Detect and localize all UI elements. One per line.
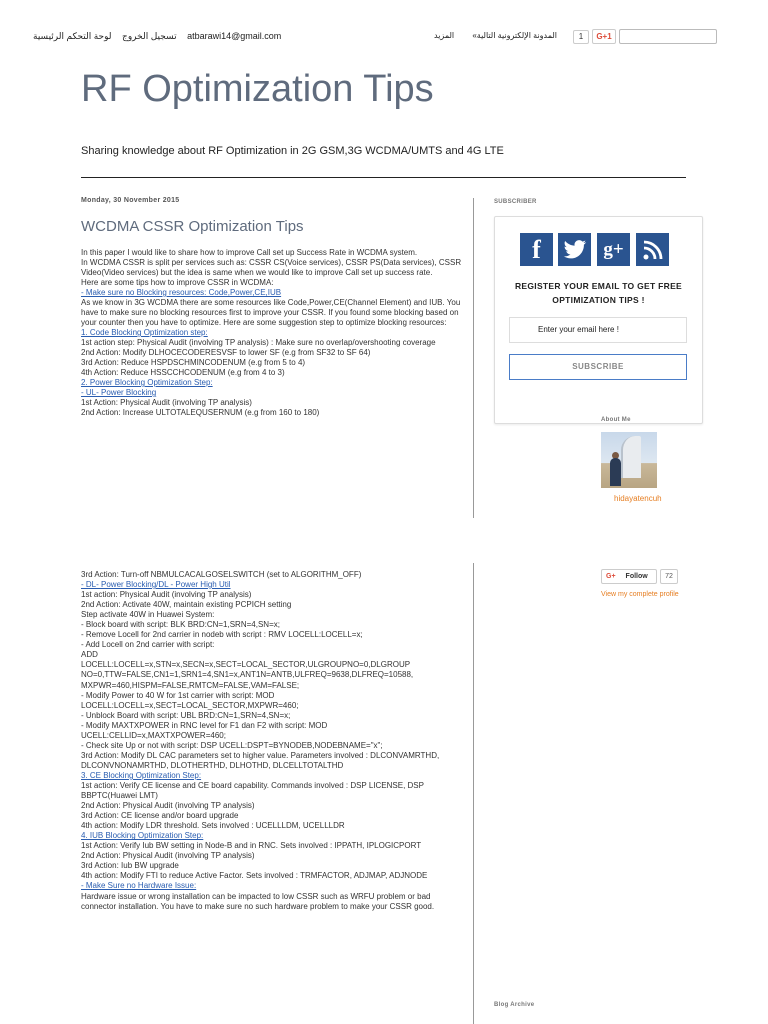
- post-date: Monday, 30 November 2015: [81, 197, 180, 204]
- navbar-left-links: [33, 31, 289, 42]
- post-paragraph: 1st Action: Verify Iub BW setting in Node-B and in RNC. Sets involved : IPPATH, IPLOGICPORT: [81, 841, 422, 851]
- post-paragraph: Step activate 40W in Huawei System:: [81, 610, 215, 620]
- post-paragraph: - Check site Up or not with script: DSP UCELL:DSPT=BYNODEB,NODEBNAME="x";: [81, 740, 383, 750]
- post-paragraph: - Make sure no Blocking resources: Code,Power,CE,IUB: [81, 288, 282, 297]
- dashboard-link[interactable]: لوحة التحكم الرئيسية: [33, 31, 112, 41]
- blog-title[interactable]: RF Optimization Tips: [81, 68, 434, 110]
- logout-link[interactable]: تسجيل الخروج: [122, 31, 177, 41]
- post-paragraph: 3rd Action: CE license and/or board upgrade: [81, 811, 239, 821]
- post-paragraph: Here are some tips how to improve CSSR in WCDMA:: [81, 278, 274, 287]
- plusone-count: 1: [573, 30, 589, 44]
- twitter-icon[interactable]: [558, 233, 591, 266]
- post-paragraph: 1st Action: Physical Audit (involving TP analysis): [81, 398, 252, 407]
- follow-button[interactable]: [601, 569, 657, 584]
- navbar-mid-links: [434, 31, 573, 40]
- post-paragraph: 2nd Action: Modify DLHOCECODERESVSF to lower SF (e.g from SF32 to SF 64): [81, 348, 371, 357]
- follow-label: Follow: [625, 573, 648, 580]
- post-paragraph: 2. Power Blocking Optimization Step:: [81, 378, 213, 387]
- post-paragraph: 3rd Action: Iub BW upgrade: [81, 861, 179, 871]
- post-paragraph: - Modify MAXTXPOWER in RNC level for F1 dan F2 with script: MOD UCELL:CELLID=x,MAXTXPOWER=460;: [81, 720, 328, 740]
- profile-name-link[interactable]: hidayatencuh: [614, 494, 662, 503]
- post-paragraph: 4. IUB Blocking Optimization Step:: [81, 831, 204, 841]
- subscribe-widget: [494, 216, 703, 424]
- post-paragraph: - UL- Power Blocking: [81, 388, 157, 397]
- post-paragraph: 4th action: Modify LDR threshold. Sets involved : UCELLLDM, UCELLLDR: [81, 821, 345, 831]
- blog-archive-heading: Blog Archive: [494, 1002, 535, 1008]
- post-title[interactable]: WCDMA CSSR Optimization Tips: [81, 218, 304, 235]
- post-paragraph: LOCELL:LOCELL=x,STN=x,SECN=x,SECT=LOCAL_SECTOR,ULGROUPNO=0,DLGROUP NO=0,TTW=FALSE,CN1=1,SRN1=4,SN1=x,ANT1N=ANTB,ULFREQ=9638,DLFREQ=10588, MXPWR=460,HISPM=FALSE,RMTCM=FALSE,VAM=FALSE;: [81, 660, 414, 690]
- email-field[interactable]: Enter your email here !: [509, 317, 687, 343]
- post-paragraph: ADD: [81, 650, 98, 660]
- post-paragraph: 4th Action: Reduce HSSCCHCODENUM (e.g from 4 to 3): [81, 368, 285, 377]
- top-navbar: [0, 0, 768, 74]
- post-paragraph: - Remove Locell for 2nd carrier in nodeb with script : RMV LOCELL:LOCELL=x;: [81, 630, 363, 640]
- post-paragraph: 1st action: Physical Audit (involving TP analysis): [81, 590, 252, 600]
- about-me-heading: About Me: [601, 417, 631, 423]
- view-profile-link[interactable]: View my complete profile: [601, 591, 679, 598]
- post-paragraph: In this paper I would like to share how to improve Call set up Success Rate in WCDMA system.: [81, 248, 418, 257]
- post-paragraph: - Add Locell on 2nd carrier with script:: [81, 640, 215, 650]
- subscribe-button[interactable]: SUBSCRIBE: [509, 354, 687, 380]
- register-text: REGISTER YOUR EMAIL TO GET FREE OPTIMIZATION TIPS !: [514, 281, 683, 305]
- main-content: [81, 197, 471, 417]
- gplus-button[interactable]: G+1: [592, 29, 616, 44]
- next-blog-link[interactable]: المدونة الإلكترونية التالية»: [472, 31, 558, 40]
- post-paragraph: 1st action step: Physical Audit (involving TP analysis) : Make sure no overlap/overshooting coverage: [81, 338, 436, 347]
- post-body-part1: [81, 248, 466, 418]
- person-shape: [610, 458, 621, 486]
- post-paragraph: As we know in 3G WCDMA there are some resources like Code,Power,CE(Channel Element) and IUB. You have to make sure no blocking resources first to improve your CSSR. If you found some blocking based on your counter then you have to optimize. Here are some suggestion step to optimize blocking resources:: [81, 298, 461, 327]
- post-paragraph: 1st action: Verify CE license and CE board capability. Commands involved : DSP LICENSE, DSP BBPTC(Huawei LMT): [81, 780, 424, 801]
- post-paragraph: - Modify Power to 40 W for 1st carrier with script: MOD LOCELL:LOCELL=x,SECT=LOCAL_SECTOR,MXPWR=460;: [81, 690, 299, 710]
- blog-description: Sharing knowledge about RF Optimization in 2G GSM,3G WCDMA/UMTS and 4G LTE: [81, 145, 504, 157]
- gplus-icon: G+: [606, 573, 616, 580]
- rss-icon[interactable]: [636, 233, 669, 266]
- post-paragraph: 2nd Action: Physical Audit (involving TP analysis): [81, 801, 255, 811]
- tower-shape: [621, 436, 641, 478]
- more-link[interactable]: المزيد: [434, 31, 455, 40]
- column-divider: [473, 198, 474, 518]
- user-email: atbarawi14@gmail.com: [187, 31, 282, 41]
- post-paragraph: 2nd Action: Increase ULTOTALEQUSERNUM (e.g from 160 to 180): [81, 408, 320, 417]
- post-paragraph: 2nd Action: Physical Audit (involving TP analysis): [81, 851, 255, 861]
- post-paragraph: Hardware issue or wrong installation can be impacted to low CSSR such as WRFU problem or bad connector installation. You have to make sure no such hardware problem to make your CSSR good.: [81, 891, 435, 911]
- post-paragraph: 2nd Action: Activate 40W, maintain existing PCPICH setting: [81, 600, 292, 610]
- post-paragraph: - Block board with script: BLK BRD:CN=1,SRN=4,SN=x;: [81, 620, 280, 630]
- avatar[interactable]: [601, 432, 657, 488]
- navbar-search-input[interactable]: [619, 29, 717, 44]
- facebook-icon[interactable]: f: [520, 233, 553, 266]
- post-body-part2: [81, 570, 466, 912]
- follower-count: 72: [660, 569, 678, 584]
- post-paragraph: 3rd Action: Turn-off NBMULCACALGOSELSWITCH (set to ALGORITHM_OFF): [81, 570, 362, 579]
- blog-header: [81, 68, 434, 111]
- subscriber-heading: SUBSCRIBER: [494, 199, 537, 205]
- column-divider: [473, 563, 474, 1024]
- header-divider: [81, 177, 686, 178]
- post-paragraph: - Unblock Board with script: UBL BRD:CN=1,SRN=4,SN=x;: [81, 710, 291, 720]
- post-paragraph: 3rd Action: Reduce HSPDSCHMINCODENUM (e.g from 5 to 4): [81, 358, 306, 367]
- post-paragraph: - Make Sure no Hardware Issue:: [81, 881, 197, 891]
- post-paragraph: In WCDMA CSSR is split per services such as: CSSR CS(Voice services), CSSR PS(Data services), CSSR Video(Video services) but the idea is same when we would like to improve Call set up success rate.: [81, 258, 462, 277]
- post-paragraph: - DL- Power Blocking/DL - Power High Util: [81, 580, 231, 590]
- post-paragraph: 4th action: Modify FTI to reduce Active Factor. Sets involved : TRMFACTOR, ADJMAP, ADJNODE: [81, 871, 428, 881]
- gplus-icon[interactable]: g+: [597, 233, 630, 266]
- post-paragraph: 3rd Action: Modify DL CAC parameters set to higher value. Parameters involved : DLCONVAMRTHD, DLCONVNONAMRTHD, DLOTHERTHD, DLHOTHD, DLCELLTOTALTHD: [81, 750, 440, 770]
- post-paragraph: 3. CE Blocking Optimization Step:: [81, 770, 202, 780]
- post-paragraph: 1. Code Blocking Optimization step:: [81, 328, 208, 337]
